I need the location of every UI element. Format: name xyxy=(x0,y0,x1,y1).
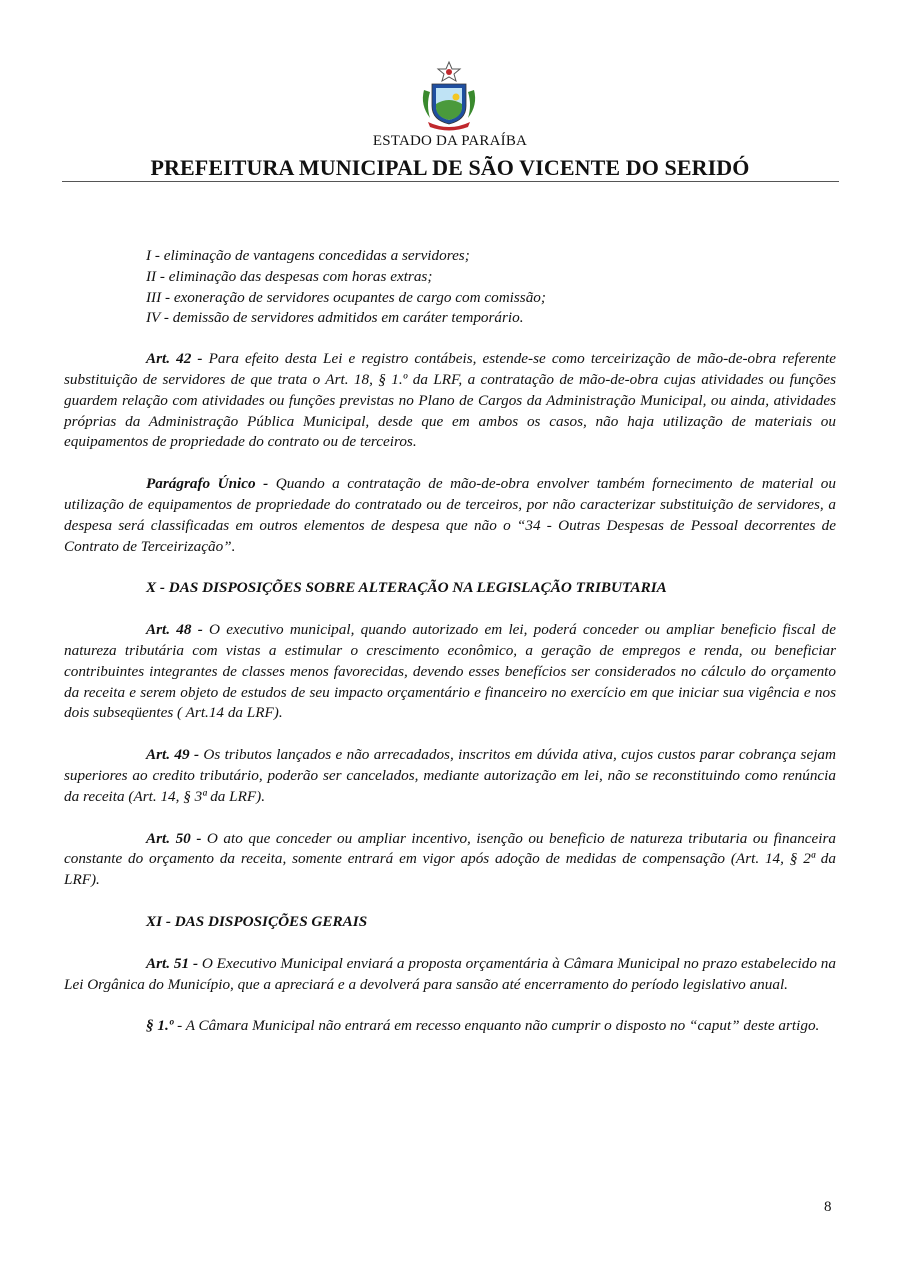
paragraph-text: - A Câmara Municipal não entrará em recesso enquanto não cumprir o disposto no “caput” deste artigo. xyxy=(173,1017,820,1035)
article-label: Art. 42 - xyxy=(146,350,203,368)
article-label: Art. 48 - xyxy=(146,621,203,639)
paragraph-label: Parágrafo Único - xyxy=(146,475,269,493)
measures-list xyxy=(146,246,836,329)
article-text: O Executivo Municipal enviará a proposta orçamentária à Câmara Municipal no prazo estabelecido na Lei Orgânica do Município, que a apreciará e a devolverá para sansão até encerramento do período legislativo anual. xyxy=(64,954,836,993)
article-label: Art. 51 - xyxy=(146,954,199,972)
page-number: 8 xyxy=(824,1199,832,1215)
article-42 xyxy=(64,349,836,453)
list-item: II - eliminação das despesas com horas extras; xyxy=(146,267,433,285)
article-text: O executivo municipal, quando autorizado em lei, poderá conceder ou ampliar beneficio fiscal de natureza tributária com vistas a estimular o crescimento econômico, a geração de empregos e renda, ou beneficiar contribuintes integrantes de classes menos favorecidas, devendo esses benefícios ser considerados no cálculo do orçamento da receita e serem objeto de estudos de seu impacto orçamentário e financeiro no exercício em que iniciar sua vigência e nos dois subseqüentes ( Art.14 da LRF). xyxy=(64,621,836,722)
header-divider xyxy=(62,181,839,182)
document-body xyxy=(64,246,836,1037)
section-heading-x: X - DAS DISPOSIÇÕES SOBRE ALTERAÇÃO NA LEGISLAÇÃO TRIBUTARIA xyxy=(146,579,667,597)
article-50 xyxy=(64,829,836,891)
article-text: Para efeito desta Lei e registro contábeis, estende-se como terceirização de mão-de-obra referente substituição de servidores de que trata o Art. 18, § 1.º da LRF, a contratação de mão-de-obra cujas atividades ou funções guardem relação com atividades ou funções previstas no Plano de Cargos da Administração Municipal, ou ainda, atividades próprias da Administração Pública Municipal, desde que em ambos os casos, não haja utilização de materiais ou equipamentos de propriedade do contrato ou de terceiros. xyxy=(64,350,836,451)
paragraph-1 xyxy=(64,1016,836,1037)
article-49 xyxy=(64,745,836,807)
coat-of-arms-icon xyxy=(416,60,482,132)
article-51 xyxy=(64,954,836,996)
state-name: ESTADO DA PARAÍBA xyxy=(372,133,528,149)
paragraph-text: Quando a contratação de mão-de-obra envolver também fornecimento de material ou utilização de equipamentos de propriedade do contratado ou de terceiros, por não caracterizar substituição de servidores, a despesa será classificadas em outros elementos de despesa que não o “34 - Outras Despesas de Pessoal decorrentes de Contrato de Terceirização”. xyxy=(64,475,836,555)
article-label: Art. 50 - xyxy=(146,829,202,847)
article-text: O ato que conceder ou ampliar incentivo, isenção ou beneficio de natureza tributaria ou financeira constante do orçamento da receita, somente entrará em vigor após adoção de medidas de compensação (Art. 14, § 2ª da LRF). xyxy=(64,829,837,889)
article-48 xyxy=(64,620,836,724)
paragraph-label: § 1.º xyxy=(146,1017,174,1035)
section-heading-xi: XI - DAS DISPOSIÇÕES GERAIS xyxy=(146,912,368,930)
prefeitura-title: PREFEITURA MUNICIPAL DE SÃO VICENTE DO SERIDÓ xyxy=(150,155,750,180)
paragrafo-unico xyxy=(64,474,836,557)
list-item: I - eliminação de vantagens concedidas a servidores; xyxy=(146,247,470,264)
article-text: Os tributos lançados e não arrecadados, inscritos em dúvida ativa, cujos custos parar cobrança sejam superiores ao credito tributário, poderão ser cancelados, mediante autorização em lei, não se reconstituindo como renúncia da receita (Art. 14, § 3ª da LRF). xyxy=(64,746,836,805)
list-item: III - exoneração de servidores ocupantes de cargo com comissão; xyxy=(146,288,546,306)
list-item: IV - demissão de servidores admitidos em caráter temporário. xyxy=(146,309,524,327)
article-label: Art. 49 - xyxy=(146,746,200,764)
